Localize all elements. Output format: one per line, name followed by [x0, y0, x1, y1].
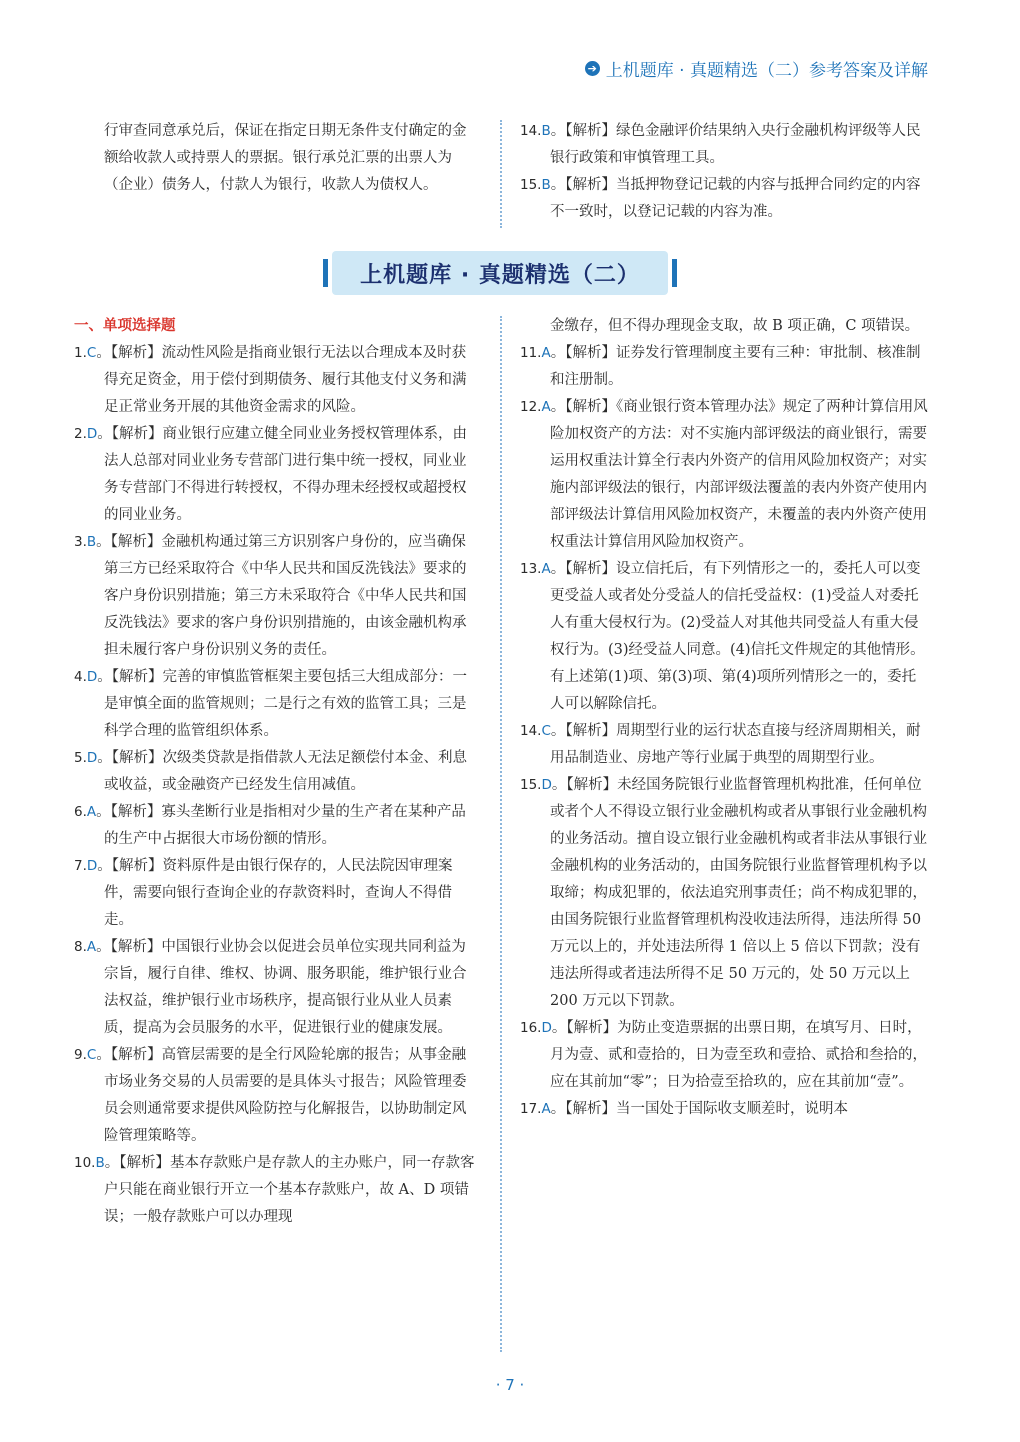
- question-number: 13.: [520, 561, 542, 577]
- running-header-text: 上机题库 · 真题精选（二）参考答案及详解: [605, 61, 928, 81]
- explanation-text: 。【解析】高管层需要的是全行风险轮廓的报告；从事金融市场业务交易的人员需要的是具体头寸报告；风险管理委员会则通常要求提供风险防控与化解报告，以协助制定风险管理策略等。: [96, 1047, 467, 1144]
- answer-letter: A: [541, 399, 551, 415]
- top-divider: [500, 120, 502, 228]
- question-number: 9.: [74, 1047, 87, 1063]
- answer-letter: C: [541, 723, 551, 739]
- right-answer-list: [520, 340, 928, 1123]
- main-divider: [500, 316, 502, 1352]
- answer-item: [520, 556, 928, 718]
- answer-item: [520, 340, 928, 394]
- continued-text: 金缴存，但不得办理现金支取，故 B 项正确，C 项错误。: [550, 318, 920, 334]
- answer-letter: D: [86, 750, 98, 766]
- top-left-column: [104, 118, 478, 199]
- answer-item: [74, 934, 478, 1042]
- top-left-text: 行审查同意承兑后，保证在指定日期无条件支付确定的金额给收款人或持票人的票据。银行承兑汇票的出票人为（企业）债务人，付款人为银行，收款人为债权人。: [104, 123, 467, 193]
- answer-letter: D: [541, 777, 552, 793]
- answer-letter: A: [541, 345, 551, 361]
- answer-item: [74, 529, 478, 664]
- question-number: 14.: [520, 123, 542, 139]
- answer-item: [520, 1015, 928, 1096]
- explanation-text: 。【解析】中国银行业协会以促进会员单位实现共同利益为宗旨，履行自律、维权、协调、服务职能，维护银行业合法权益，维护银行业市场秩序，提高银行业从业人员素质，提高为会员服务的水平，促进银行业的健康发展。: [96, 939, 467, 1036]
- question-number: 11.: [520, 345, 542, 361]
- explanation-text: 。【解析】当抵押物登记记载的内容与抵押合同约定的内容不一致时，以登记记载的内容为准。: [550, 177, 921, 220]
- question-number: 2.: [74, 426, 87, 442]
- answer-item: [74, 340, 478, 421]
- answer-letter: A: [541, 561, 551, 577]
- answer-item: [74, 1150, 478, 1231]
- answer-letter: A: [541, 1101, 551, 1117]
- question-number: 16.: [520, 1020, 542, 1036]
- answer-item: [74, 1042, 478, 1150]
- answer-item: [520, 394, 928, 556]
- question-number: 7.: [74, 858, 87, 874]
- explanation-text: 。【解析】资料原件是由银行保存的，人民法院因审理案件，需要向银行查询企业的存款资料时，查询人不得借走。: [97, 858, 453, 928]
- answer-letter: A: [86, 939, 97, 955]
- question-number: 5.: [74, 750, 87, 766]
- answer-letter: C: [86, 1047, 97, 1063]
- answer-item: [520, 1096, 928, 1123]
- answer-letter: B: [541, 123, 551, 139]
- explanation-text: 。【解析】商业银行应建立健全同业业务授权管理体系，由法人总部对同业业务专营部门进行集中统一授权，同业业务专营部门不得进行转授权，不得办理未经授权或超授权的同业业务。: [97, 426, 468, 523]
- left-answer-list: [74, 340, 478, 1231]
- arrow-circle-icon: ➔: [585, 61, 600, 76]
- explanation-text: 。【解析】《商业银行资本管理办法》规定了两种计算信用风险加权资产的方法：对不实施内部评级法的商业银行，需要运用权重法计算全行表内外资产的信用风险加权资产；对实施内部评级法的银行，内部评级法覆盖的表内外资产使用内部评级法计算信用风险加权资产，未覆盖的表内外资产使用权重法计算信用风险加权资产。: [550, 399, 928, 550]
- top-right-column: [520, 118, 928, 226]
- question-number: 10.: [74, 1155, 96, 1171]
- answer-item: [520, 118, 928, 172]
- question-number: 1.: [74, 345, 87, 361]
- page-number: · 7 ·: [495, 1376, 525, 1394]
- explanation-text: 。【解析】当一国处于国际收支顺差时，说明本: [550, 1101, 848, 1117]
- answer-letter: D: [86, 426, 98, 442]
- answer-item: [74, 421, 478, 529]
- explanation-text: 。【解析】设立信托后，有下列情形之一的，委托人可以变更受益人或者处分受益人的信托受益权：(1)受益人对委托人有重大侵权行为。(2)受益人对其他共同受益人有重大侵权行为。(3)经受益人同意。(4)信托文件规定的其他情形。有上述第(1)项、第(3)项、第(4)项所列情形之一的，委托人可以解除信托。: [550, 561, 925, 712]
- question-number: 8.: [74, 939, 87, 955]
- explanation-text: 。【解析】证券发行管理制度主要有三种：审批制、核准制和注册制。: [550, 345, 921, 388]
- question-number: 15.: [520, 177, 542, 193]
- question-number: 17.: [520, 1101, 542, 1117]
- explanation-text: 。【解析】完善的审慎监管框架主要包括三大组成部分：一是审慎全面的监管规则；二是行之有效的监管工具；三是科学合理的监管组织体系。: [97, 669, 468, 739]
- answer-item: [520, 718, 928, 772]
- question-number: 3.: [74, 534, 87, 550]
- section-title: 上机题库 · 真题精选（二）: [360, 262, 640, 288]
- question-number: 6.: [74, 804, 87, 820]
- explanation-text: 。【解析】寡头垄断行业是指相对少量的生产者在某种产品的生产中占据很大市场份额的情形。: [96, 804, 466, 847]
- answer-letter: B: [95, 1155, 105, 1171]
- question-number: 4.: [74, 669, 87, 685]
- answer-letter: A: [86, 804, 97, 820]
- explanation-text: 。【解析】绿色金融评价结果纳入央行金融机构评级等人民银行政策和审慎管理工具。: [550, 123, 921, 166]
- right-column: [520, 313, 928, 1123]
- section-title-banner: [332, 251, 668, 295]
- explanation-text: 。【解析】次级类贷款是指借款人无法足额偿付本金、利息或收益，或金融资产已经发生信用减值。: [97, 750, 468, 793]
- question-number: 12.: [520, 399, 542, 415]
- answer-item: [74, 799, 478, 853]
- answer-item: [74, 853, 478, 934]
- answer-item: [520, 172, 928, 226]
- running-header: [585, 56, 928, 81]
- answer-letter: B: [541, 177, 551, 193]
- question-number: 14.: [520, 723, 542, 739]
- explanation-text: 。【解析】流动性风险是指商业银行无法以合理成本及时获得充足资金，用于偿付到期债务、履行其他支付义务和满足正常业务开展的其他资金需求的风险。: [96, 345, 467, 415]
- answer-letter: D: [86, 669, 98, 685]
- explanation-text: 。【解析】为防止变造票据的出票日期，在填写月、日时，月为壹、贰和壹拾的，日为壹至玖和壹拾、贰拾和叁拾的，应在其前加“零”；日为拾壹至拾玖的，应在其前加“壹”。: [550, 1020, 927, 1090]
- answer-letter: B: [86, 534, 97, 550]
- answer-letter: C: [86, 345, 97, 361]
- answer-letter: D: [541, 1020, 552, 1036]
- answer-item: [74, 664, 478, 745]
- explanation-text: 。【解析】金融机构通过第三方识别客户身份的，应当确保第三方已经采取符合《中华人民共和国反洗钱法》要求的客户身份识别措施；第三方未采取符合《中华人民共和国反洗钱法》要求的客户身份识别措施的，由该金融机构承担未履行客户身份识别义务的责任。: [96, 534, 467, 658]
- answer-item: [74, 745, 478, 799]
- explanation-text: 。【解析】周期型行业的运行状态直接与经济周期相关，耐用品制造业、房地产等行业属于典型的周期型行业。: [550, 723, 921, 766]
- answer-item: [520, 772, 928, 1015]
- answer-letter: D: [86, 858, 98, 874]
- explanation-text: 。【解析】未经国务院银行业监督管理机构批准，任何单位或者个人不得设立银行业金融机构或者从事银行业金融机构的业务活动。擅自设立银行业金融机构或者非法从事银行业金融机构的业务活动的，由国务院银行业监督管理机构予以取缔；构成犯罪的，依法追究刑事责任；尚不构成犯罪的，由国务院银行业监督管理机构没收违法所得，违法所得 50 万元以上的，并处违法所得 1 倍以上 5 倍以下罚款；没有违法所得或者违法所得不足 50 万元的，处 50 万元以上 200 万元以下罚款。: [550, 777, 927, 1009]
- section-heading: 一、单项选择题: [74, 318, 176, 334]
- explanation-text: 。【解析】基本存款账户是存款人的主办账户，同一存款客户只能在商业银行开立一个基本存款账户，故 A、D 项错误；一般存款账户可以办理现: [104, 1155, 475, 1225]
- left-column: [74, 313, 478, 1231]
- question-number: 15.: [520, 777, 542, 793]
